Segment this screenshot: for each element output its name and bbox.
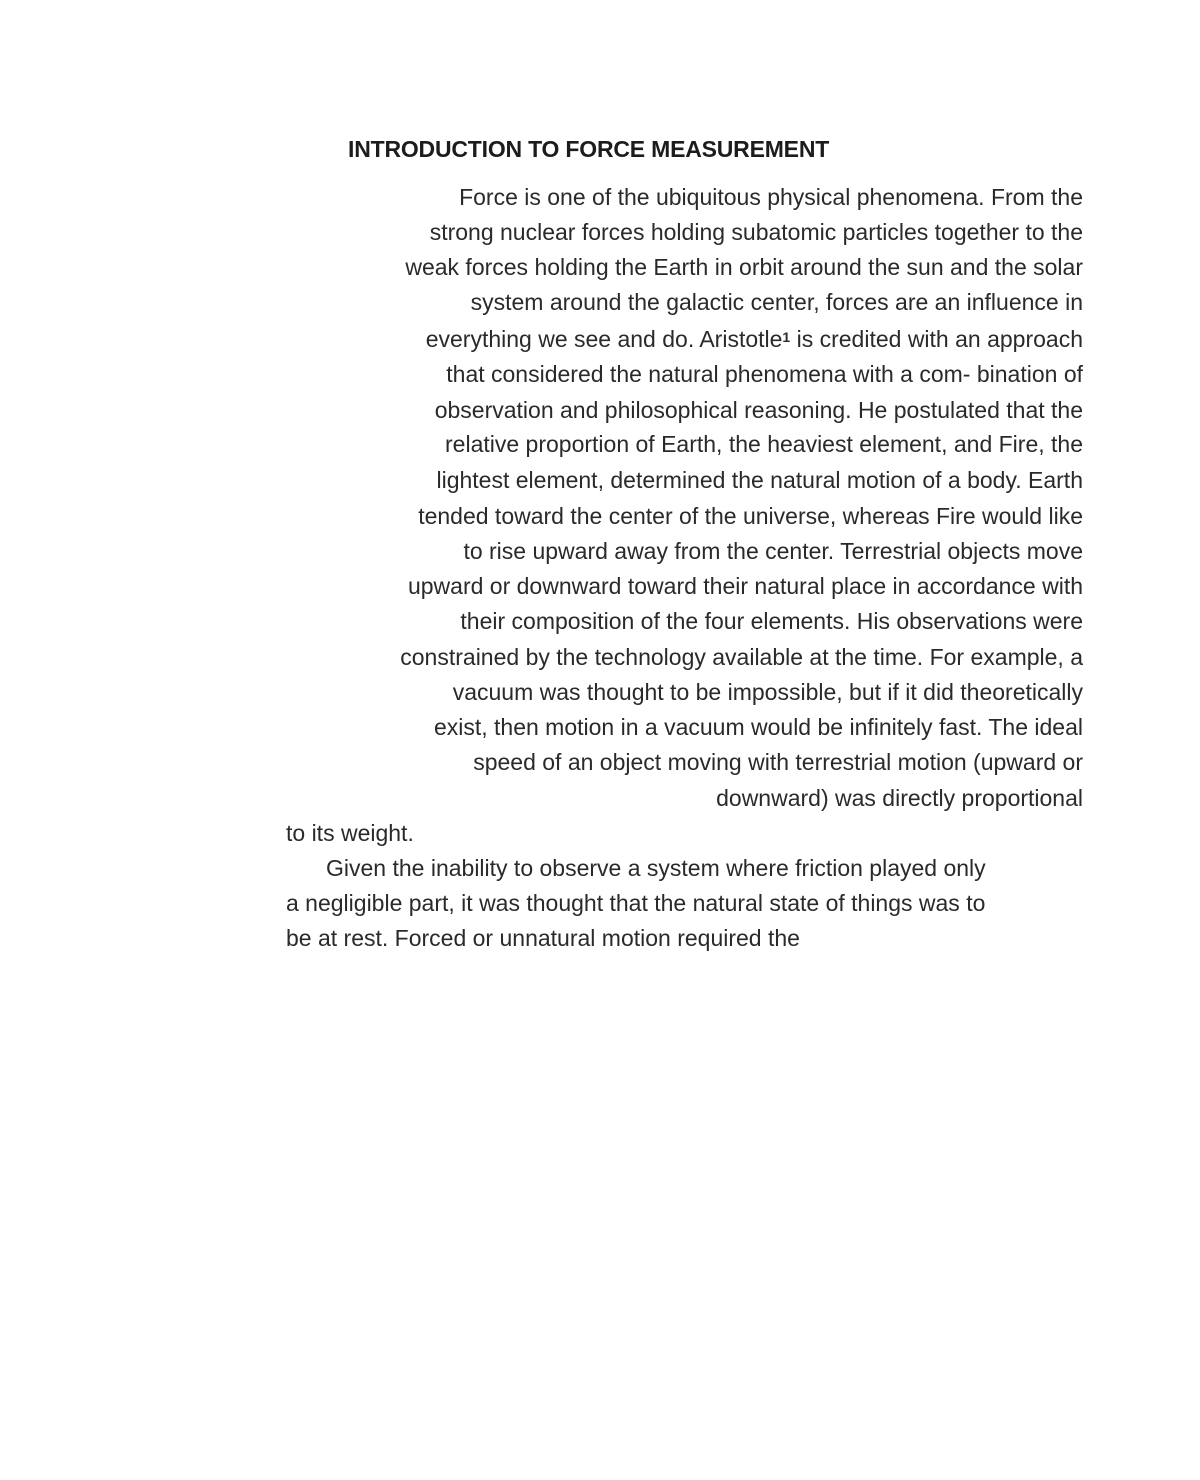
- paragraph-1-line-18: downward) was directly proportional: [716, 785, 1083, 811]
- paragraph-1-line-14: constrained by the technology available at the time. For example, a: [400, 644, 1083, 670]
- paragraph-1-line-3: weak forces holding the Earth in orbit around the sun and the solar: [405, 254, 1083, 280]
- paragraph-2-line-2: a negligible part, it was thought that the natural state of things was to: [286, 890, 986, 916]
- paragraph-1-line-7: observation and philosophical reasoning. He postulated that the: [434, 397, 1083, 423]
- paragraph-1-line-19: to its weight.: [286, 820, 414, 846]
- paragraph-1-line-4: system around the galactic center, forces are an influence in: [470, 289, 1083, 315]
- paragraph-1-line-6: that considered the natural phenomena with a com- bination of: [446, 361, 1083, 387]
- paragraph-1-line-10: tended toward the center of the universe, whereas Fire would like: [418, 503, 1083, 529]
- paragraph-1-line-1: Force is one of the ubiquitous physical phenomena. From the: [459, 184, 1083, 210]
- paragraph-1-line-2: strong nuclear forces holding subatomic particles together to the: [429, 219, 1083, 245]
- paragraph-1-line-13: their composition of the four elements. His observations were: [460, 608, 1083, 634]
- paragraph-1-line-9: lightest element, determined the natural motion of a body. Earth: [436, 467, 1083, 493]
- paragraph-1-line-5: [426, 325, 1083, 353]
- paragraph-1-line-16: exist, then motion in a vacuum would be infinitely fast. The ideal: [433, 714, 1083, 740]
- line-5-text-b: is credited with an approach: [790, 326, 1083, 352]
- footnote-marker: 1: [782, 329, 791, 345]
- paragraph-2-line-1: Given the inability to observe a system where friction played only: [326, 855, 986, 881]
- paragraph-1-line-8: relative proportion of Earth, the heaviest element, and Fire, the: [445, 431, 1083, 457]
- paragraph-1-line-17: speed of an object moving with terrestrial motion (upward or: [473, 749, 1083, 775]
- paragraph-1-line-15: vacuum was thought to be impossible, but if it did theoretically: [452, 679, 1083, 705]
- section-title: INTRODUCTION TO FORCE MEASUREMENT: [348, 136, 830, 162]
- paragraph-1-line-12: upward or downward toward their natural place in accordance with: [407, 573, 1083, 599]
- paragraph-2-line-3: be at rest. Forced or unnatural motion required the: [286, 925, 800, 951]
- line-5-text-a: everything we see and do. Aristotle: [425, 326, 783, 352]
- paragraph-1-line-11: to rise upward away from the center. Terrestrial objects move: [463, 538, 1083, 564]
